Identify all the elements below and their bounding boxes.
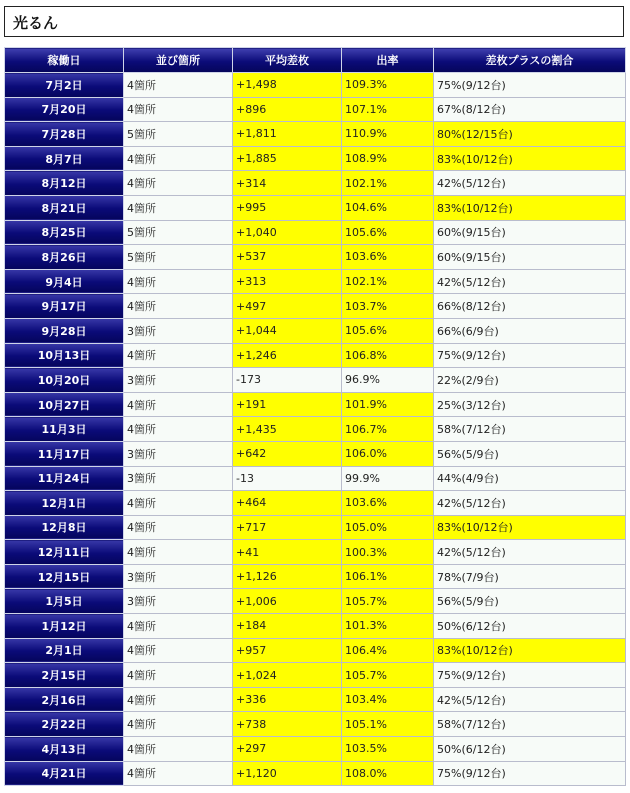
cell-plus-ratio: 75%(9/12台) <box>434 343 626 368</box>
cell-rate: 103.7% <box>342 294 434 319</box>
cell-rate: 103.6% <box>342 491 434 516</box>
cell-avg-diff: +957 <box>233 638 342 663</box>
cell-avg-diff: +1,120 <box>233 761 342 786</box>
table-row <box>5 515 626 540</box>
cell-count: 4箇所 <box>124 97 233 122</box>
cell-plus-ratio: 67%(8/12台) <box>434 97 626 122</box>
cell-count: 3箇所 <box>124 466 233 491</box>
table-row <box>5 146 626 171</box>
cell-date: 12月11日 <box>5 540 124 565</box>
table-row <box>5 318 626 343</box>
cell-count: 4箇所 <box>124 269 233 294</box>
cell-rate: 101.9% <box>342 392 434 417</box>
cell-rate: 106.1% <box>342 564 434 589</box>
cell-date: 11月17日 <box>5 441 124 466</box>
cell-avg-diff: +738 <box>233 712 342 737</box>
cell-date: 2月1日 <box>5 638 124 663</box>
cell-rate: 106.8% <box>342 343 434 368</box>
cell-plus-ratio: 50%(6/12台) <box>434 737 626 762</box>
cell-date: 9月28日 <box>5 318 124 343</box>
data-table <box>4 47 626 786</box>
cell-plus-ratio: 75%(9/12台) <box>434 761 626 786</box>
cell-plus-ratio: 42%(5/12台) <box>434 687 626 712</box>
cell-plus-ratio: 25%(3/12台) <box>434 392 626 417</box>
header-rate: 出率 <box>342 48 434 73</box>
cell-plus-ratio: 44%(4/9台) <box>434 466 626 491</box>
table-row <box>5 638 626 663</box>
cell-date: 8月12日 <box>5 171 124 196</box>
cell-avg-diff: +41 <box>233 540 342 565</box>
cell-avg-diff: +537 <box>233 245 342 270</box>
cell-plus-ratio: 60%(9/15台) <box>434 245 626 270</box>
cell-avg-diff: +1,811 <box>233 122 342 147</box>
cell-rate: 102.1% <box>342 171 434 196</box>
cell-count: 3箇所 <box>124 564 233 589</box>
cell-date: 8月7日 <box>5 146 124 171</box>
table-row <box>5 712 626 737</box>
cell-rate: 106.4% <box>342 638 434 663</box>
cell-date: 7月28日 <box>5 122 124 147</box>
cell-avg-diff: +336 <box>233 687 342 712</box>
cell-plus-ratio: 80%(12/15台) <box>434 122 626 147</box>
table-row <box>5 122 626 147</box>
cell-plus-ratio: 66%(8/12台) <box>434 294 626 319</box>
cell-plus-ratio: 42%(5/12台) <box>434 269 626 294</box>
cell-rate: 103.5% <box>342 737 434 762</box>
cell-avg-diff: +896 <box>233 97 342 122</box>
cell-count: 5箇所 <box>124 122 233 147</box>
cell-rate: 103.6% <box>342 245 434 270</box>
cell-date: 1月12日 <box>5 614 124 639</box>
cell-plus-ratio: 75%(9/12台) <box>434 663 626 688</box>
table-row <box>5 73 626 98</box>
cell-rate: 103.4% <box>342 687 434 712</box>
cell-count: 4箇所 <box>124 294 233 319</box>
table-row <box>5 589 626 614</box>
cell-plus-ratio: 60%(9/15台) <box>434 220 626 245</box>
cell-date: 12月15日 <box>5 564 124 589</box>
cell-plus-ratio: 75%(9/12台) <box>434 73 626 98</box>
cell-plus-ratio: 83%(10/12台) <box>434 515 626 540</box>
cell-rate: 105.6% <box>342 220 434 245</box>
table-row <box>5 392 626 417</box>
cell-count: 4箇所 <box>124 392 233 417</box>
cell-date: 7月2日 <box>5 73 124 98</box>
header-count: 並び箇所 <box>124 48 233 73</box>
cell-count: 4箇所 <box>124 540 233 565</box>
cell-count: 4箇所 <box>124 614 233 639</box>
table-row <box>5 368 626 393</box>
cell-avg-diff: +1,040 <box>233 220 342 245</box>
cell-date: 12月1日 <box>5 491 124 516</box>
table-row <box>5 97 626 122</box>
cell-plus-ratio: 56%(5/9台) <box>434 441 626 466</box>
cell-rate: 96.9% <box>342 368 434 393</box>
cell-count: 4箇所 <box>124 761 233 786</box>
cell-avg-diff: +184 <box>233 614 342 639</box>
cell-count: 4箇所 <box>124 712 233 737</box>
cell-count: 3箇所 <box>124 589 233 614</box>
cell-date: 1月5日 <box>5 589 124 614</box>
cell-date: 11月24日 <box>5 466 124 491</box>
table-row <box>5 466 626 491</box>
table-header-row <box>5 48 626 73</box>
cell-count: 4箇所 <box>124 73 233 98</box>
cell-rate: 105.0% <box>342 515 434 540</box>
cell-avg-diff: +1,246 <box>233 343 342 368</box>
cell-date: 10月20日 <box>5 368 124 393</box>
cell-date: 11月3日 <box>5 417 124 442</box>
cell-avg-diff: +1,435 <box>233 417 342 442</box>
cell-rate: 99.9% <box>342 466 434 491</box>
cell-count: 4箇所 <box>124 343 233 368</box>
cell-date: 2月16日 <box>5 687 124 712</box>
header-plus-ratio: 差枚プラスの割合 <box>434 48 626 73</box>
table-row <box>5 245 626 270</box>
cell-count: 4箇所 <box>124 417 233 442</box>
cell-date: 8月21日 <box>5 195 124 220</box>
cell-plus-ratio: 56%(5/9台) <box>434 589 626 614</box>
cell-plus-ratio: 83%(10/12台) <box>434 638 626 663</box>
cell-rate: 107.1% <box>342 97 434 122</box>
cell-rate: 105.1% <box>342 712 434 737</box>
table-row <box>5 564 626 589</box>
cell-avg-diff: +464 <box>233 491 342 516</box>
table-row <box>5 491 626 516</box>
cell-avg-diff: +717 <box>233 515 342 540</box>
cell-avg-diff: +1,044 <box>233 318 342 343</box>
table-row <box>5 195 626 220</box>
table-row <box>5 269 626 294</box>
cell-plus-ratio: 50%(6/12台) <box>434 614 626 639</box>
cell-date: 2月15日 <box>5 663 124 688</box>
cell-date: 8月26日 <box>5 245 124 270</box>
cell-rate: 105.7% <box>342 663 434 688</box>
cell-count: 4箇所 <box>124 737 233 762</box>
cell-rate: 108.9% <box>342 146 434 171</box>
cell-avg-diff: +1,126 <box>233 564 342 589</box>
cell-avg-diff: +314 <box>233 171 342 196</box>
cell-count: 4箇所 <box>124 195 233 220</box>
cell-count: 4箇所 <box>124 638 233 663</box>
table-row <box>5 663 626 688</box>
cell-avg-diff: +642 <box>233 441 342 466</box>
cell-count: 3箇所 <box>124 441 233 466</box>
cell-count: 5箇所 <box>124 220 233 245</box>
cell-count: 4箇所 <box>124 687 233 712</box>
cell-plus-ratio: 83%(10/12台) <box>434 195 626 220</box>
cell-date: 4月21日 <box>5 761 124 786</box>
cell-count: 4箇所 <box>124 663 233 688</box>
cell-plus-ratio: 78%(7/9台) <box>434 564 626 589</box>
cell-rate: 105.7% <box>342 589 434 614</box>
cell-avg-diff: +297 <box>233 737 342 762</box>
header-avg-diff: 平均差枚 <box>233 48 342 73</box>
cell-rate: 104.6% <box>342 195 434 220</box>
table-row <box>5 737 626 762</box>
header-date: 稼働日 <box>5 48 124 73</box>
cell-plus-ratio: 66%(6/9台) <box>434 318 626 343</box>
table-row <box>5 417 626 442</box>
cell-rate: 106.0% <box>342 441 434 466</box>
title-box <box>4 6 624 37</box>
cell-date: 2月22日 <box>5 712 124 737</box>
cell-avg-diff: -173 <box>233 368 342 393</box>
page-title: 光るん <box>13 14 59 32</box>
cell-date: 10月13日 <box>5 343 124 368</box>
cell-avg-diff: +1,024 <box>233 663 342 688</box>
cell-plus-ratio: 22%(2/9台) <box>434 368 626 393</box>
cell-date: 4月13日 <box>5 737 124 762</box>
cell-count: 4箇所 <box>124 515 233 540</box>
cell-count: 3箇所 <box>124 368 233 393</box>
cell-date: 10月27日 <box>5 392 124 417</box>
cell-date: 8月25日 <box>5 220 124 245</box>
table-row <box>5 540 626 565</box>
cell-avg-diff: +313 <box>233 269 342 294</box>
cell-count: 4箇所 <box>124 146 233 171</box>
cell-avg-diff: +1,498 <box>233 73 342 98</box>
cell-rate: 110.9% <box>342 122 434 147</box>
table-row <box>5 687 626 712</box>
table-row <box>5 171 626 196</box>
table-body <box>5 73 626 786</box>
table-row <box>5 220 626 245</box>
cell-date: 7月20日 <box>5 97 124 122</box>
cell-count: 4箇所 <box>124 171 233 196</box>
cell-avg-diff: -13 <box>233 466 342 491</box>
cell-plus-ratio: 42%(5/12台) <box>434 171 626 196</box>
cell-avg-diff: +995 <box>233 195 342 220</box>
cell-rate: 101.3% <box>342 614 434 639</box>
cell-date: 12月8日 <box>5 515 124 540</box>
cell-plus-ratio: 83%(10/12台) <box>434 146 626 171</box>
table-row <box>5 761 626 786</box>
cell-rate: 102.1% <box>342 269 434 294</box>
table-row <box>5 614 626 639</box>
cell-date: 9月4日 <box>5 269 124 294</box>
cell-plus-ratio: 42%(5/12台) <box>434 491 626 516</box>
cell-count: 4箇所 <box>124 491 233 516</box>
cell-avg-diff: +191 <box>233 392 342 417</box>
cell-rate: 100.3% <box>342 540 434 565</box>
cell-avg-diff: +497 <box>233 294 342 319</box>
table-row <box>5 441 626 466</box>
cell-rate: 108.0% <box>342 761 434 786</box>
cell-avg-diff: +1,885 <box>233 146 342 171</box>
cell-count: 3箇所 <box>124 318 233 343</box>
table-row <box>5 294 626 319</box>
cell-rate: 106.7% <box>342 417 434 442</box>
cell-rate: 105.6% <box>342 318 434 343</box>
cell-plus-ratio: 58%(7/12台) <box>434 712 626 737</box>
cell-rate: 109.3% <box>342 73 434 98</box>
table-row <box>5 343 626 368</box>
cell-plus-ratio: 58%(7/12台) <box>434 417 626 442</box>
cell-date: 9月17日 <box>5 294 124 319</box>
cell-count: 5箇所 <box>124 245 233 270</box>
cell-avg-diff: +1,006 <box>233 589 342 614</box>
cell-plus-ratio: 42%(5/12台) <box>434 540 626 565</box>
